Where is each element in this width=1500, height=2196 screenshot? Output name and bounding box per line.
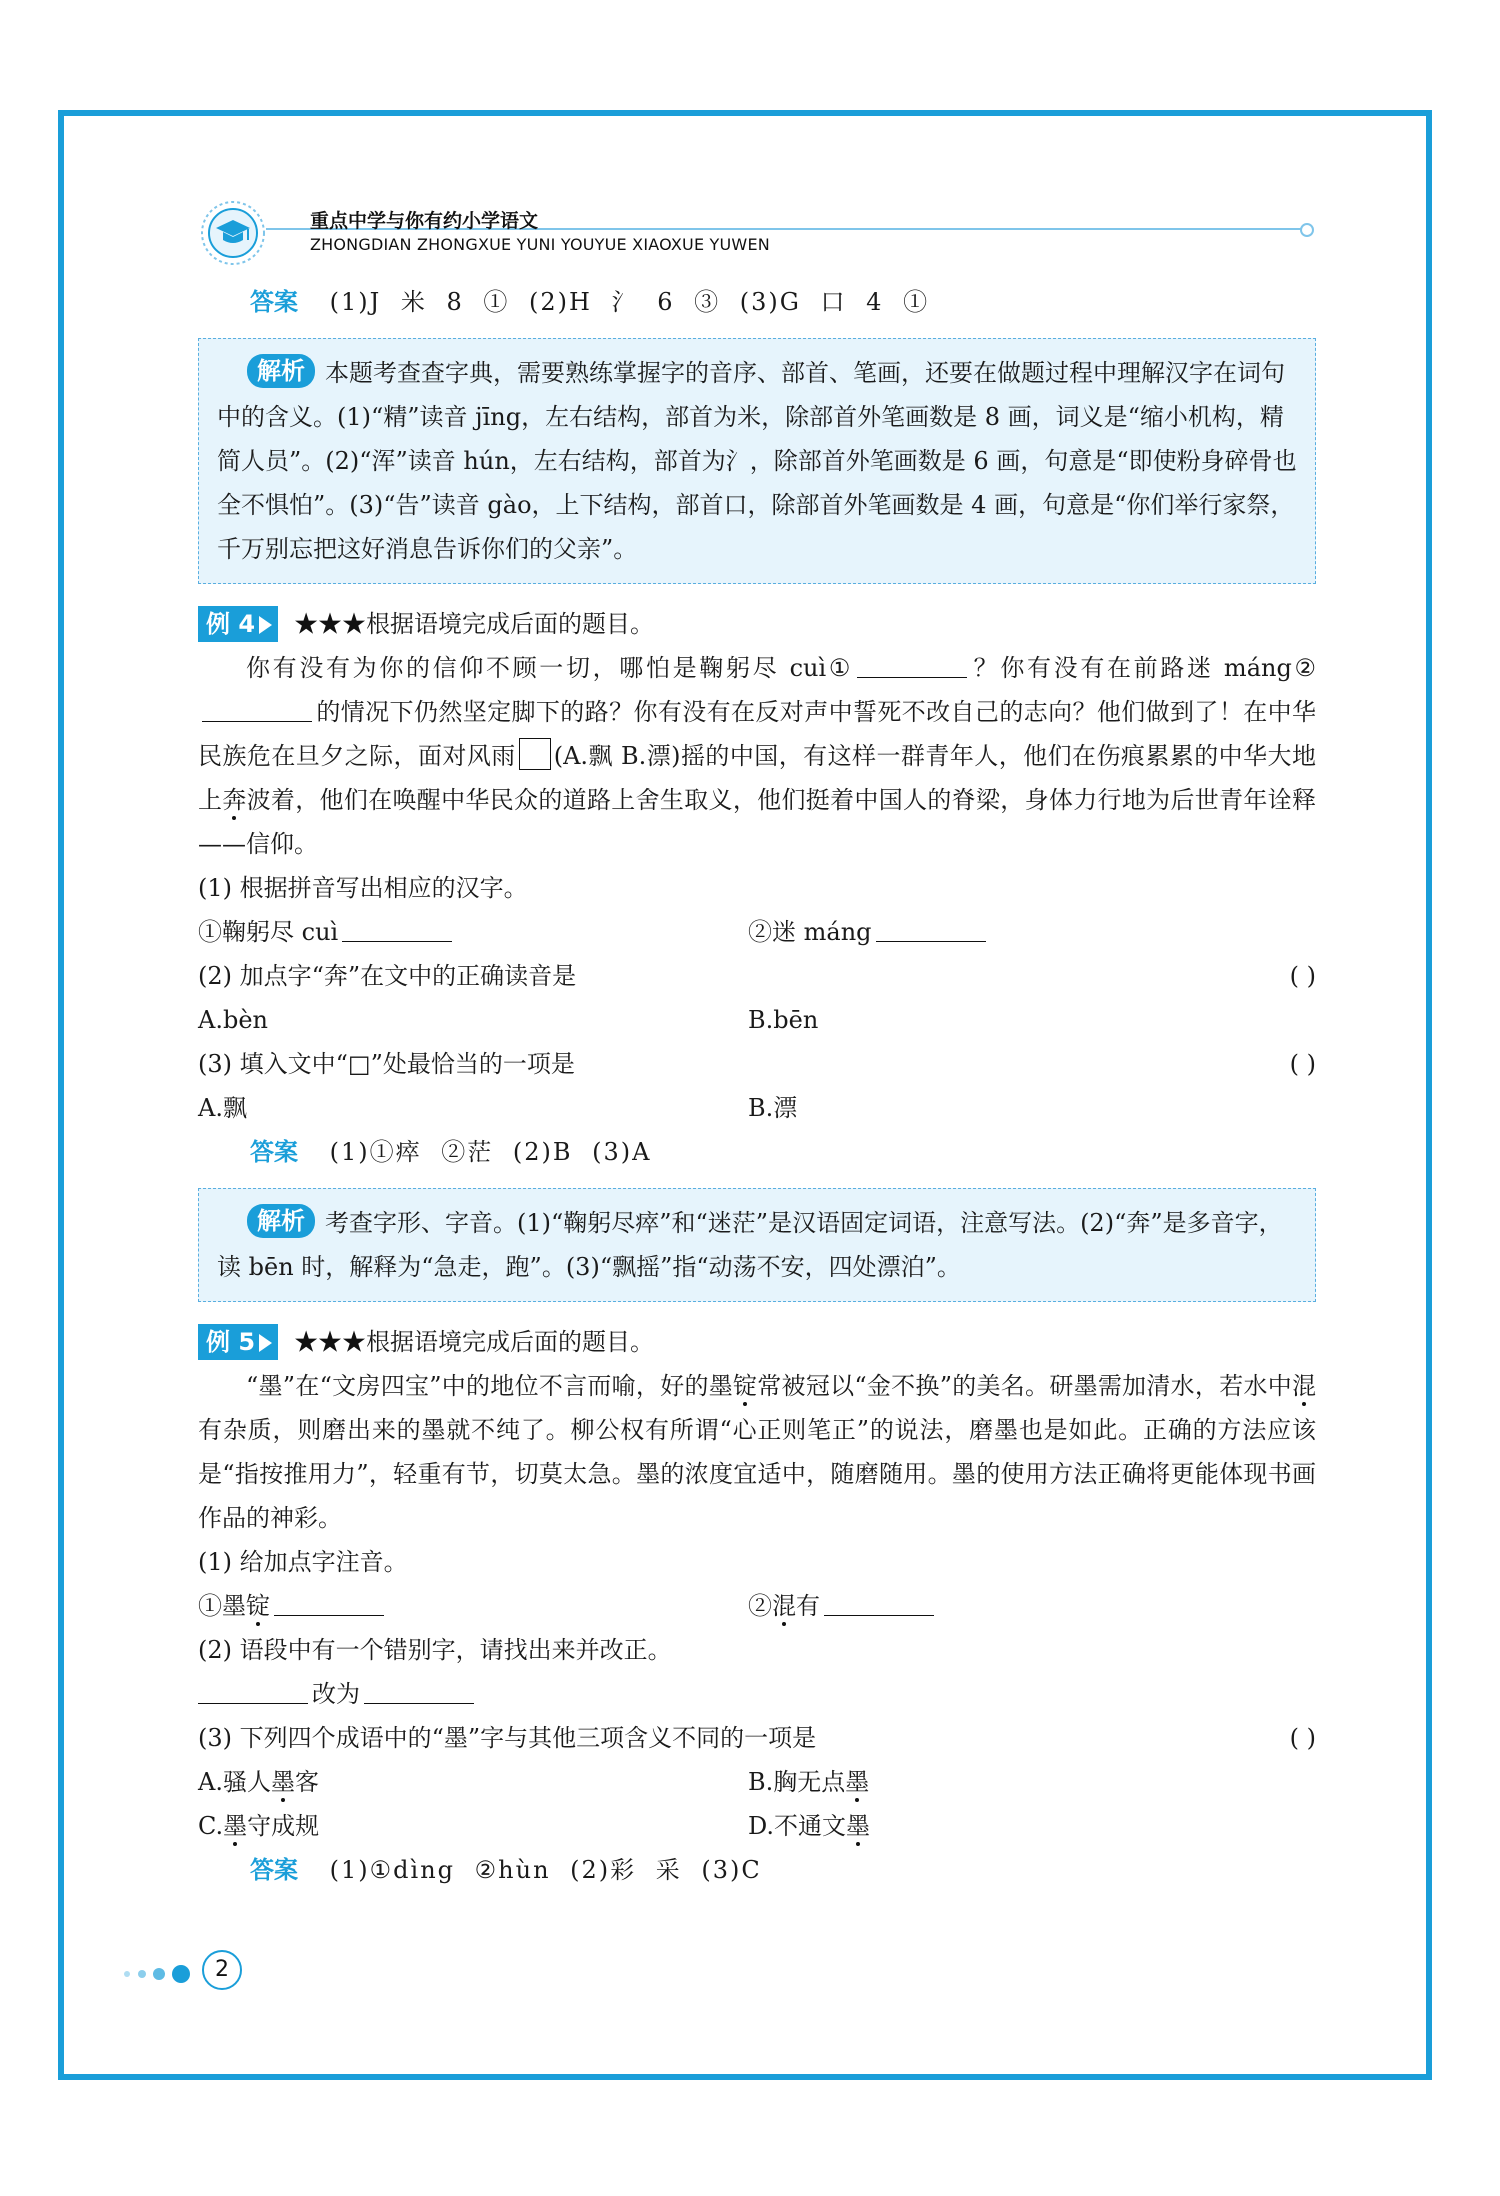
correct-char-blank[interactable] <box>364 1677 474 1704</box>
answer-text: (1)①dìng ②hùn (2)彩 采 (3)C <box>329 1856 762 1884</box>
passage-text: ？你有没有在前路迷 máng② <box>971 654 1317 682</box>
change-to-label: 改为 <box>312 1680 360 1708</box>
answer-blank[interactable] <box>342 915 452 942</box>
option-d-text: D.不通文 <box>748 1812 847 1840</box>
q1-item-b: ②迷 máng <box>748 918 872 946</box>
answer-blank[interactable] <box>824 1589 934 1616</box>
option-b[interactable]: B.漂 <box>748 1094 798 1122</box>
example-5-question-2: (2) 语段中有一个错别字，请找出来并改正。 <box>198 1636 672 1664</box>
page-dot-decor <box>138 1970 146 1978</box>
question-text: (3) 下列四个成语中的“墨”字与其他三项含义不同的一项是 <box>198 1724 817 1752</box>
difficulty-stars: ★★★ <box>294 1328 367 1356</box>
fill-in-box[interactable] <box>519 738 551 770</box>
q1-item-b: ② <box>748 1592 772 1620</box>
example-4-question-1: (1) 根据拼音写出相应的汉字。 <box>198 874 528 902</box>
answer-label: 答案 <box>250 1856 298 1884</box>
answer-text: (1)J 米 8 ① (2)H 氵 6 ③ (3)G 口 4 ① <box>329 288 930 316</box>
example-4-prompt: 根据语境完成后面的题目。 <box>366 610 655 638</box>
answer-5 <box>198 1848 1316 1892</box>
option-a-text: 客 <box>294 1768 319 1796</box>
q1-item-b-suffix: 有 <box>796 1592 820 1620</box>
example-5-tag-text: 例 5 <box>206 1328 256 1356</box>
option-b-text: B.胸无点 <box>748 1768 846 1796</box>
option-b[interactable]: B.bēn <box>748 1006 819 1034</box>
answer-parentheses[interactable]: ( ) <box>1289 962 1316 990</box>
option-a-text: A.骚人 <box>198 1768 271 1796</box>
answer-1 <box>198 280 1316 324</box>
example-5-passage <box>198 1364 1316 1540</box>
explanation-label: 解析 <box>247 354 315 388</box>
blank-1[interactable] <box>857 651 967 678</box>
play-triangle-icon <box>259 616 272 634</box>
header-subtitle: ZHONGDIAN ZHONGXUE YUNI YOUYUE XIAOXUE YUWEN <box>310 235 770 254</box>
page-dot-decor <box>124 1971 130 1977</box>
example-5-question-1: (1) 给加点字注音。 <box>198 1548 408 1576</box>
answer-label: 答案 <box>250 1138 298 1166</box>
header-rule-end-dot <box>1300 223 1314 237</box>
answer-text: (1)①瘁 ②茫 (2)B (3)A <box>329 1138 652 1166</box>
question-text: (3) 填入文中“□”处最恰当的一项是 <box>198 1050 575 1078</box>
passage-text: 有杂质，则磨出来的墨就不纯了。柳公权有所谓“心正则笔正”的说法，磨墨也是如此。正确的方法应该是“指按推用力”，轻重有节，切莫太急。墨的浓度宜适中，随磨随用。墨的使用方法正确将更能体现书画作品的神彩。 <box>198 1416 1316 1532</box>
dotted-character: 混 <box>1292 1372 1317 1400</box>
explanation-box-1 <box>198 338 1316 584</box>
example-4-question-3 <box>198 1042 1316 1086</box>
passage-text: (A.飘 B.漂)摇的中国，有这样一群青年人，他们在伤痕累累的中华大地上 <box>198 742 1316 814</box>
explanation-text: 本题考查查字典，需要熟练掌握字的音序、部首、笔画，还要在做题过程中理解汉字在词句中的含义。(1)“精”读音 jīng，左右结构，部首为米，除部首外笔画数是 8 画，词义是“缩小机构，精简人员”。(2)“浑”读音 hún，左右结构，部首为氵，除部首外笔画数是 6 画，句意是“即使粉身碎骨也全不惧怕”。(3)“告”读音 gào，上下结构，部首口，除部首外笔画数是 4 画，句意是“你们举行家祭，千万别忘把这好消息告诉你们的父亲”。 <box>217 359 1297 563</box>
blank-2[interactable] <box>202 695 312 722</box>
passage-text: “墨”在“文房四宝”中的地位不言而喻，好的墨 <box>246 1372 733 1400</box>
question-text: (2) 加点字“奔”在文中的正确读音是 <box>198 962 577 990</box>
explanation-box-4 <box>198 1188 1316 1302</box>
option-a[interactable] <box>198 1760 748 1804</box>
example-4-tag <box>198 606 278 642</box>
page-number: 2 <box>202 1950 242 1990</box>
page-dot-decor <box>172 1965 190 1983</box>
difficulty-stars: ★★★ <box>294 610 367 638</box>
example-4-passage <box>198 646 1316 866</box>
dotted-character: 墨 <box>845 1768 870 1796</box>
dotted-character: 墨 <box>270 1768 295 1796</box>
dotted-character: 混 <box>772 1592 796 1620</box>
example-4-q2-options <box>198 998 1316 1042</box>
play-triangle-icon <box>259 1334 272 1352</box>
header-title: 重点中学与你有约小学语文 <box>310 210 539 232</box>
explanation-text: 考查字形、字音。(1)“鞠躬尽瘁”和“迷茫”是汉语固定词语，注意写法。(2)“奔”是多音字，读 bēn 时，解释为“急走，跑”。(3)“飘摇”指“动荡不安，四处漂泊”。 <box>217 1209 1283 1281</box>
example-5-q3-options-row2 <box>198 1804 1316 1848</box>
passage-text: 常被冠以“金不换”的美名。研墨需加清水，若水中 <box>757 1372 1293 1400</box>
answer-blank[interactable] <box>876 915 986 942</box>
example-5-q2-blanks <box>198 1672 1316 1716</box>
example-4-heading <box>198 602 1316 646</box>
option-a[interactable]: A.bèn <box>198 1006 268 1034</box>
option-a[interactable]: A.飘 <box>198 1094 247 1122</box>
example-5-q3-options-row1 <box>198 1760 1316 1804</box>
answer-parentheses[interactable]: ( ) <box>1289 1724 1316 1752</box>
q1-item-a: ①鞠躬尽 cuì <box>198 918 339 946</box>
example-4-tag-text: 例 4 <box>206 610 256 638</box>
page-header <box>200 200 1310 266</box>
answer-parentheses[interactable]: ( ) <box>1289 1050 1316 1078</box>
dotted-character: 墨 <box>846 1812 871 1840</box>
answer-4 <box>198 1130 1316 1174</box>
q1-item-a: ①墨 <box>198 1592 246 1620</box>
example-4-question-2 <box>198 954 1316 998</box>
explanation-label: 解析 <box>247 1204 315 1238</box>
passage-text: 波着，他们在唤醒中华民众的道路上舍生取义，他们挺着中国人的脊梁，身体力行地为后世青年诠释——信仰。 <box>198 786 1316 858</box>
wrong-char-blank[interactable] <box>198 1677 308 1704</box>
answer-blank[interactable] <box>274 1589 384 1616</box>
dotted-character: 墨 <box>223 1812 248 1840</box>
passage-text: 的情况下仍然坚定脚下的路？你有没有在反对声中誓死不改自己的志向？他们做到了！在中华民族危在旦夕之际，面对风雨 <box>198 698 1316 770</box>
example-5-prompt: 根据语境完成后面的题目。 <box>366 1328 655 1356</box>
option-c[interactable] <box>198 1804 748 1848</box>
option-d[interactable] <box>748 1804 870 1848</box>
example-5-heading <box>198 1320 1316 1364</box>
option-b[interactable] <box>748 1760 869 1804</box>
example-5-q1-options <box>198 1584 1316 1628</box>
page-content <box>198 280 1316 1892</box>
option-c-text: 守成规 <box>247 1812 320 1840</box>
example-5-question-3 <box>198 1716 1316 1760</box>
graduation-cap-logo-icon <box>200 200 266 266</box>
example-5-tag <box>198 1324 278 1360</box>
passage-text: 你有没有为你的信仰不顾一切，哪怕是鞠躬尽 cuì① <box>246 654 853 682</box>
dotted-character: 锭 <box>733 1372 758 1400</box>
dotted-character: 奔 <box>222 786 247 814</box>
option-c-text: C. <box>198 1812 224 1840</box>
example-4-q3-options <box>198 1086 1316 1130</box>
answer-label: 答案 <box>250 288 298 316</box>
page-dot-decor <box>153 1968 165 1980</box>
dotted-character: 锭 <box>246 1592 270 1620</box>
example-4-q1-options <box>198 910 1316 954</box>
